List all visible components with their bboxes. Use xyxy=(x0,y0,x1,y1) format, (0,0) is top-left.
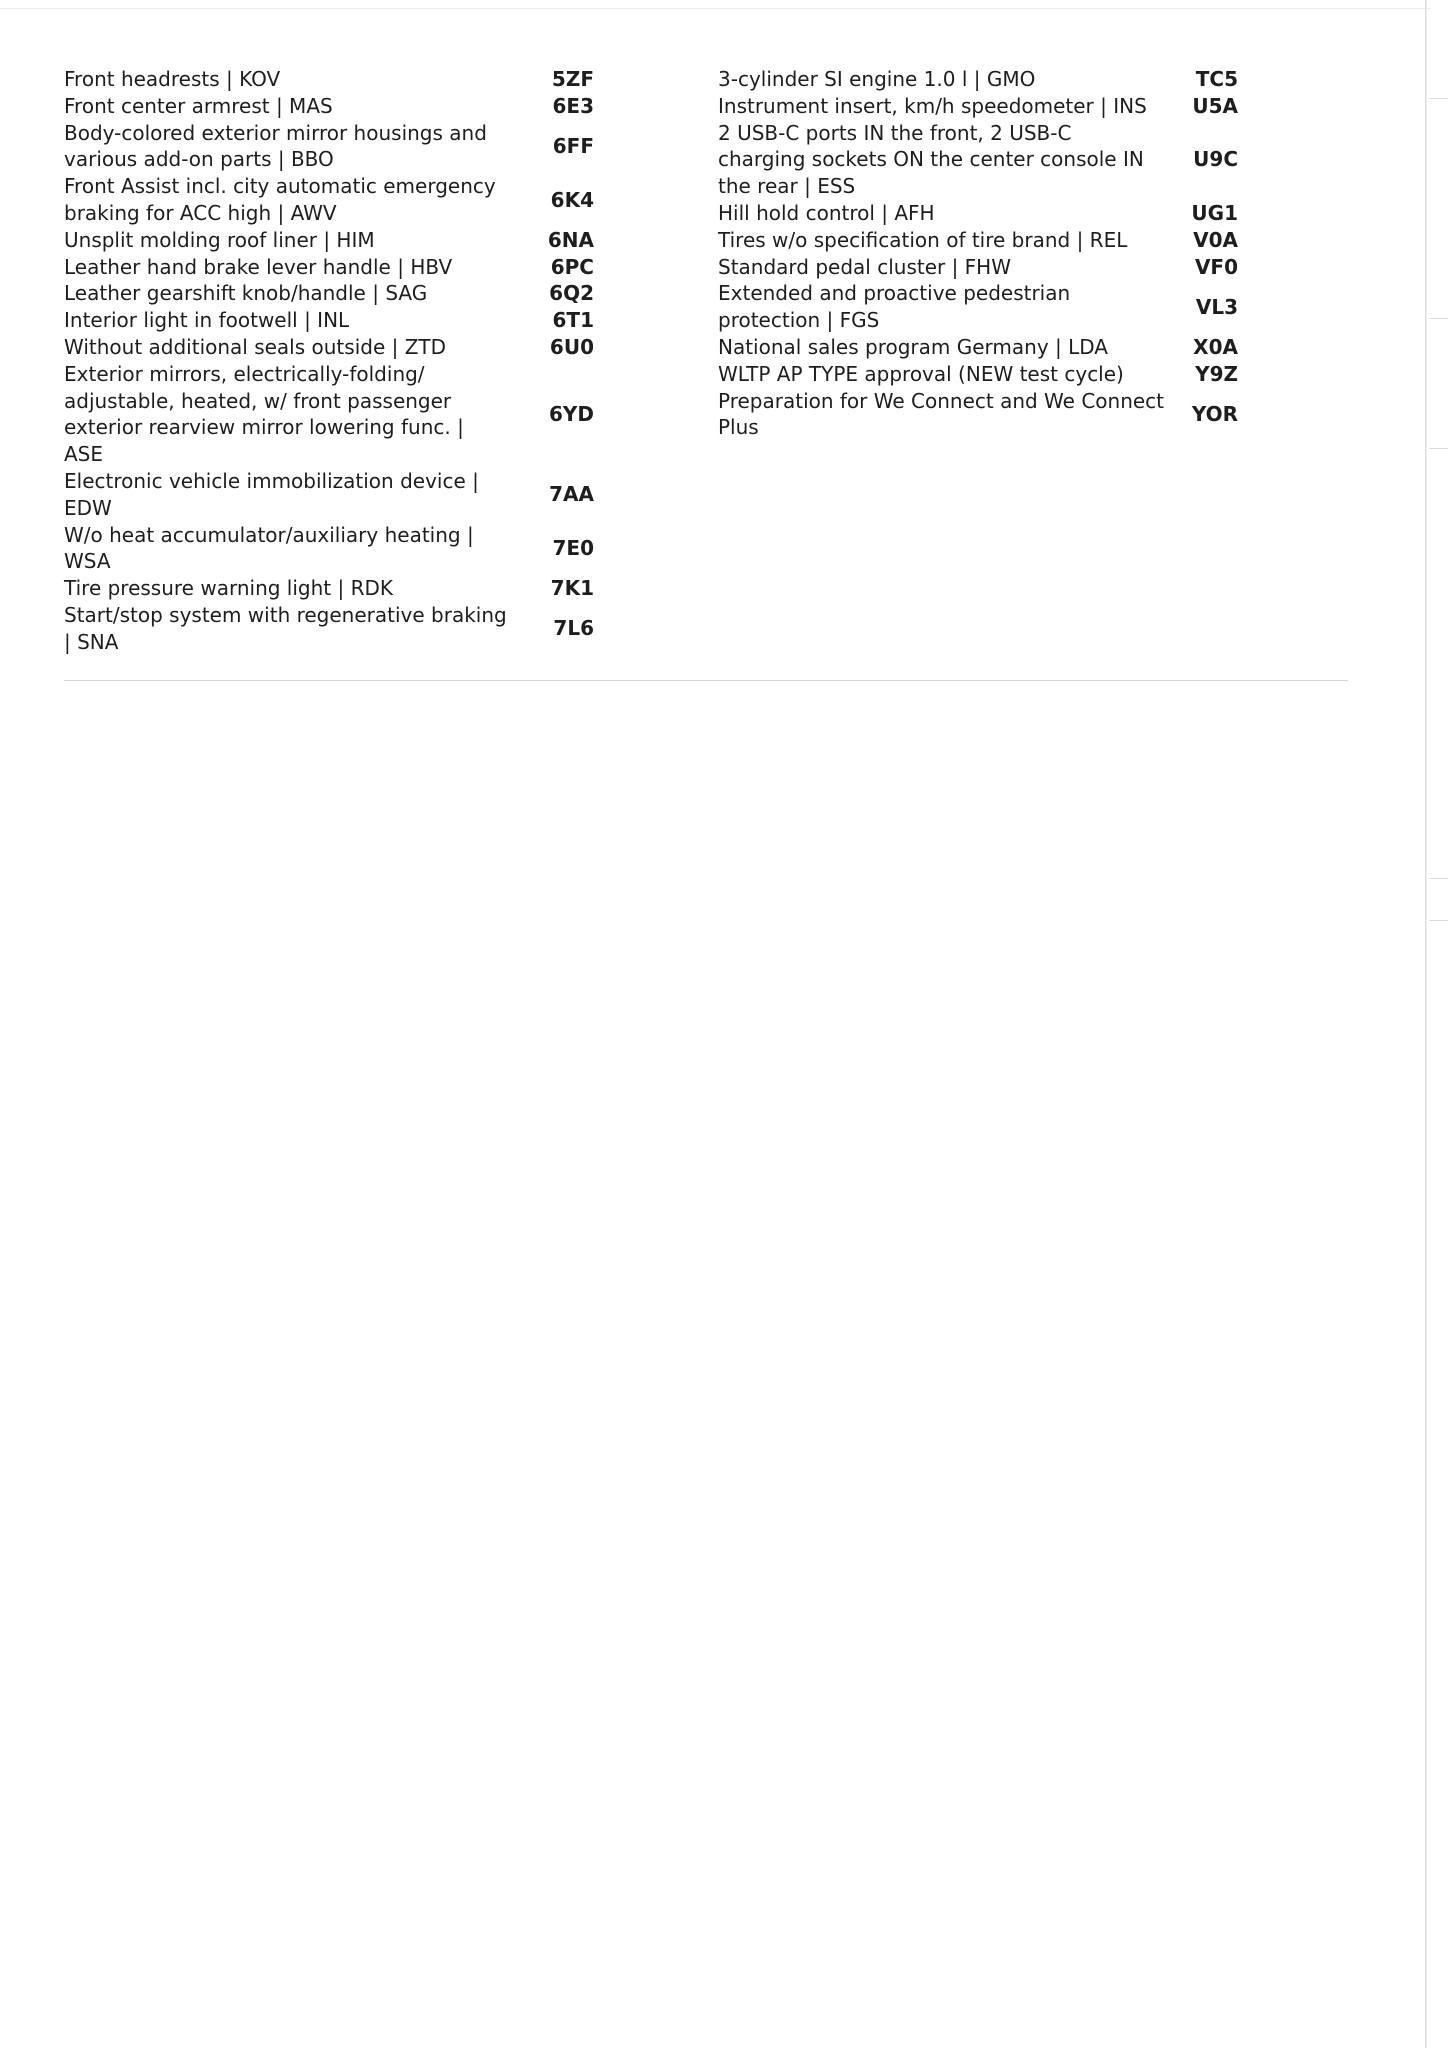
option-description: Exterior mirrors, electrically-folding/ adjustable, heated, w/ front passenger exterior rearview mirror lowering func. | ASE xyxy=(64,361,464,467)
option-description: National sales program Germany | LDA xyxy=(718,334,1108,359)
option-code: 6E3 xyxy=(552,93,594,118)
option-description: Hill hold control | AFH xyxy=(718,200,935,225)
option-description: Body-colored exterior mirror housings and various add-on parts | BBO xyxy=(64,120,487,172)
option-code: TC5 xyxy=(1195,67,1238,91)
option-row xyxy=(718,227,1346,254)
option-description: Front headrests | KOV xyxy=(64,67,281,91)
option-description: Start/stop system with regenerative braking | SNA xyxy=(64,602,507,654)
option-description: Interior light in footwell | INL xyxy=(64,308,350,333)
option-row xyxy=(64,66,692,93)
option-row xyxy=(718,120,1346,200)
option-row xyxy=(64,307,692,334)
option-row xyxy=(64,468,692,522)
edge-tick xyxy=(1429,920,1448,921)
option-row xyxy=(718,388,1346,442)
option-description: Instrument insert, km/h speedometer | INS xyxy=(718,93,1147,118)
option-row xyxy=(718,93,1346,120)
option-row xyxy=(718,361,1346,388)
option-code: U9C xyxy=(1193,147,1238,172)
left-options-column xyxy=(64,66,692,656)
option-row xyxy=(64,254,692,281)
page-right-edge xyxy=(1425,0,1427,2048)
option-code: 5ZF xyxy=(551,67,594,91)
option-row xyxy=(64,173,692,227)
option-code: 7K1 xyxy=(550,576,594,601)
edge-tick xyxy=(1429,98,1448,99)
option-code: VL3 xyxy=(1195,294,1238,319)
option-description: Leather gearshift knob/handle | SAG xyxy=(64,281,428,306)
option-code: 6T1 xyxy=(552,308,594,333)
option-description: Without additional seals outside | ZTD xyxy=(64,334,447,359)
option-code: 6NA xyxy=(547,227,594,252)
option-code: 6Q2 xyxy=(549,281,594,306)
option-code: V0A xyxy=(1193,227,1238,252)
option-description: W/o heat accumulator/auxiliary heating | WSA xyxy=(64,522,474,574)
option-code: 6PC xyxy=(550,254,594,279)
option-row xyxy=(64,575,692,602)
option-description: Electronic vehicle immobilization device | EDW xyxy=(64,468,479,520)
option-code: X0A xyxy=(1193,334,1238,359)
edge-tick xyxy=(1429,318,1448,319)
option-code: Y9Z xyxy=(1195,361,1238,386)
option-row xyxy=(64,522,692,576)
option-row xyxy=(718,200,1346,227)
page-top-edge xyxy=(0,8,1430,9)
option-code: 6FF xyxy=(552,133,594,158)
option-code: 6K4 xyxy=(550,187,594,212)
option-row xyxy=(64,120,692,174)
option-row xyxy=(64,280,692,307)
option-row xyxy=(64,361,692,468)
option-description: Extended and proactive pedestrian protection | FGS xyxy=(718,281,1071,333)
option-code: 7E0 xyxy=(552,535,594,560)
right-options-column xyxy=(718,66,1346,441)
option-description: Tires w/o specification of tire brand | REL xyxy=(718,227,1128,252)
option-code: U5A xyxy=(1192,93,1238,118)
option-description: 3-cylinder SI engine 1.0 l | GMO xyxy=(718,67,1036,91)
option-row xyxy=(64,334,692,361)
option-row xyxy=(718,66,1346,93)
option-description: Front Assist incl. city automatic emergency braking for ACC high | AWV xyxy=(64,174,496,225)
option-description: WLTP AP TYPE approval (NEW test cycle) xyxy=(718,361,1124,386)
option-row xyxy=(64,93,692,120)
option-code: 7AA xyxy=(549,482,594,507)
option-code: UG1 xyxy=(1191,200,1238,225)
option-code: 7L6 xyxy=(553,616,594,641)
edge-tick xyxy=(1429,448,1448,449)
option-code: 6U0 xyxy=(549,334,594,359)
option-description: Tire pressure warning light | RDK xyxy=(64,576,393,601)
option-description: Unsplit molding roof liner | HIM xyxy=(64,227,375,252)
option-code: YOR xyxy=(1191,401,1238,426)
edge-tick xyxy=(1429,878,1448,879)
option-row xyxy=(64,227,692,254)
option-code: VF0 xyxy=(1194,254,1238,279)
option-description: 2 USB-C ports IN the front, 2 USB-C charging sockets ON the center console IN the rear | ESS xyxy=(718,120,1144,199)
option-description: Leather hand brake lever handle | HBV xyxy=(64,254,453,279)
option-row xyxy=(718,280,1346,334)
section-divider xyxy=(64,680,1348,681)
option-description: Preparation for We Connect and We Connect Plus xyxy=(718,388,1165,440)
option-description: Front center armrest | MAS xyxy=(64,93,333,118)
option-row xyxy=(718,254,1346,281)
option-code: 6YD xyxy=(549,401,594,426)
option-row xyxy=(64,602,692,656)
option-row xyxy=(718,334,1346,361)
option-description: Standard pedal cluster | FHW xyxy=(718,254,1011,279)
